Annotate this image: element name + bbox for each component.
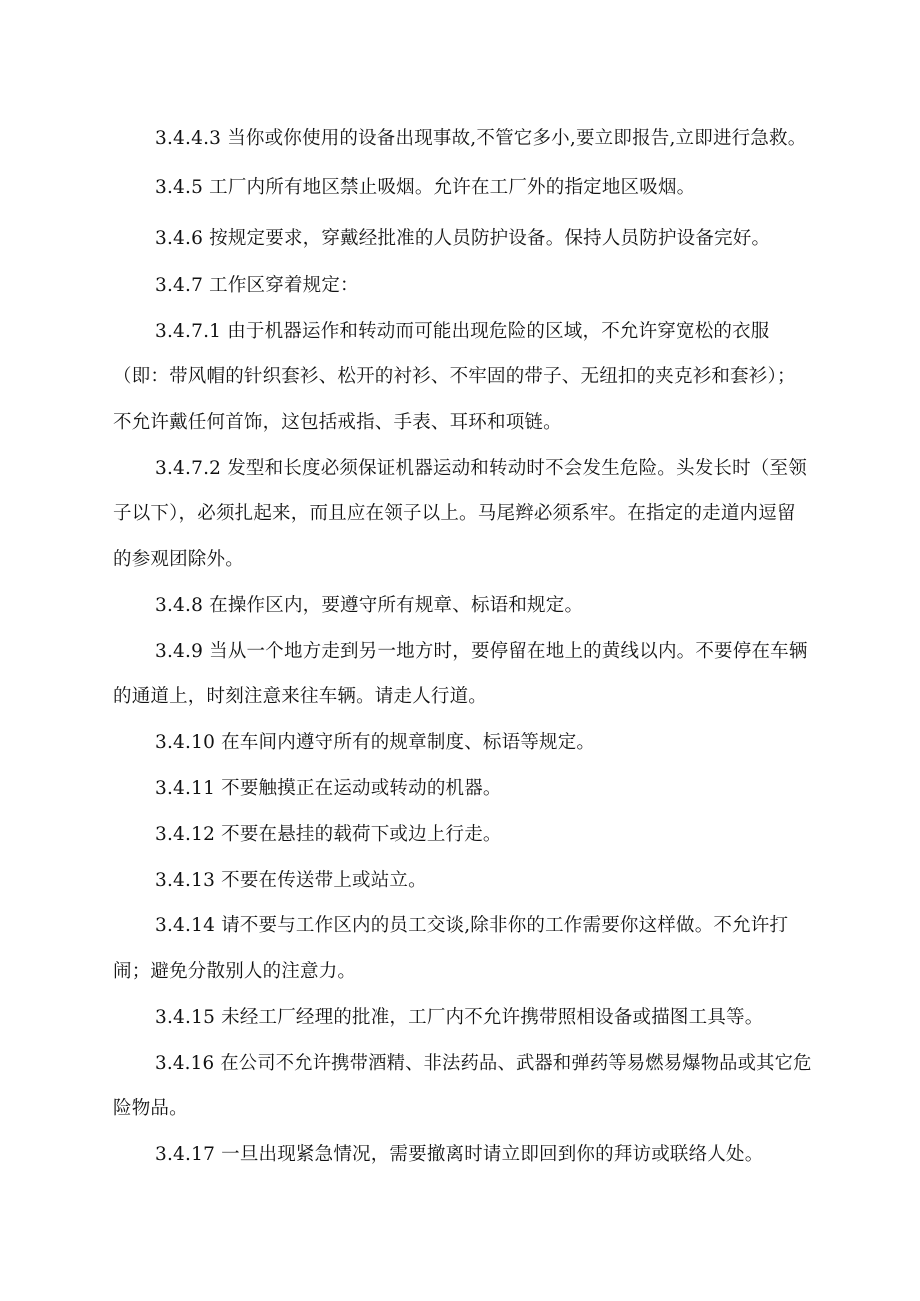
clause-3-4-15: 3.4.15 未经工厂经理的批准，工厂内不允许携带照相设备或描图工具等。 bbox=[155, 1007, 764, 1028]
clause-3-4-14-cont: 闹；避免分散别人的注意力。 bbox=[113, 961, 357, 982]
clause-3-4-7-2-cont-1: 子以下），必须扎起来，而且应在领子以上。马尾辫必须系牢。在指定的走道内逗留 bbox=[113, 503, 796, 524]
clause-3-4-11: 3.4.11 不要触摸正在运动或转动的机器。 bbox=[155, 778, 502, 799]
clause-3-4-12: 3.4.12 不要在悬挂的载荷下或边上行走。 bbox=[155, 824, 502, 845]
clause-3-4-9: 3.4.9 当从一个地方走到另一地方时，要停留在地上的黄线以内。不要停在车辆 bbox=[155, 641, 808, 662]
clause-3-4-7-2-cont-2: 的参观团除外。 bbox=[113, 549, 244, 570]
clause-3-4-4-3: 3.4.4.3 当你或你使用的设备出现事故,不管它多小,要立即报告,立即进行急救。 bbox=[155, 128, 807, 149]
clause-3-4-13: 3.4.13 不要在传送带上或站立。 bbox=[155, 870, 427, 891]
clause-3-4-16-cont: 险物品。 bbox=[113, 1098, 188, 1119]
clause-3-4-7-2: 3.4.7.2 发型和长度必须保证机器运动和转动时不会发生危险。头发长时（至领 bbox=[155, 458, 807, 479]
clause-3-4-10: 3.4.10 在车间内遵守所有的规章制度、标语等规定。 bbox=[155, 732, 596, 753]
clause-3-4-17: 3.4.17 一旦出现紧急情况，需要撤离时请立即回到你的拜访或联络人处。 bbox=[155, 1144, 764, 1165]
clause-3-4-5: 3.4.5 工厂内所有地区禁止吸烟。允许在工厂外的指定地区吸烟。 bbox=[155, 177, 696, 198]
clause-3-4-7-1-cont-1: （即：带风帽的针织套衫、松开的衬衫、不牢固的带子、无纽扣的夹克衫和套衫）； bbox=[113, 366, 796, 387]
clause-3-4-7-1-cont-2: 不允许戴任何首饰，这包括戒指、手表、耳环和项链。 bbox=[113, 412, 562, 433]
clause-3-4-16: 3.4.16 在公司不允许携带酒精、非法药品、武器和弹药等易燃易爆物品或其它危 bbox=[155, 1053, 812, 1074]
clause-3-4-6: 3.4.6 按规定要求，穿戴经批准的人员防护设备。保持人员防护设备完好。 bbox=[155, 228, 771, 249]
clause-3-4-7-1: 3.4.7.1 由于机器运作和转动而可能出现危险的区域，不允许穿宽松的衣服 bbox=[155, 321, 770, 342]
clause-3-4-8: 3.4.8 在操作区内，要遵守所有规章、标语和规定。 bbox=[155, 595, 584, 616]
clause-3-4-14: 3.4.14 请不要与工作区内的员工交谈,除非你的工作需要你这样做。不允许打 bbox=[155, 915, 789, 936]
clause-3-4-9-cont: 的通道上，时刻注意来往车辆。请走人行道。 bbox=[113, 686, 488, 707]
clause-3-4-7: 3.4.7 工作区穿着规定： bbox=[155, 275, 359, 296]
